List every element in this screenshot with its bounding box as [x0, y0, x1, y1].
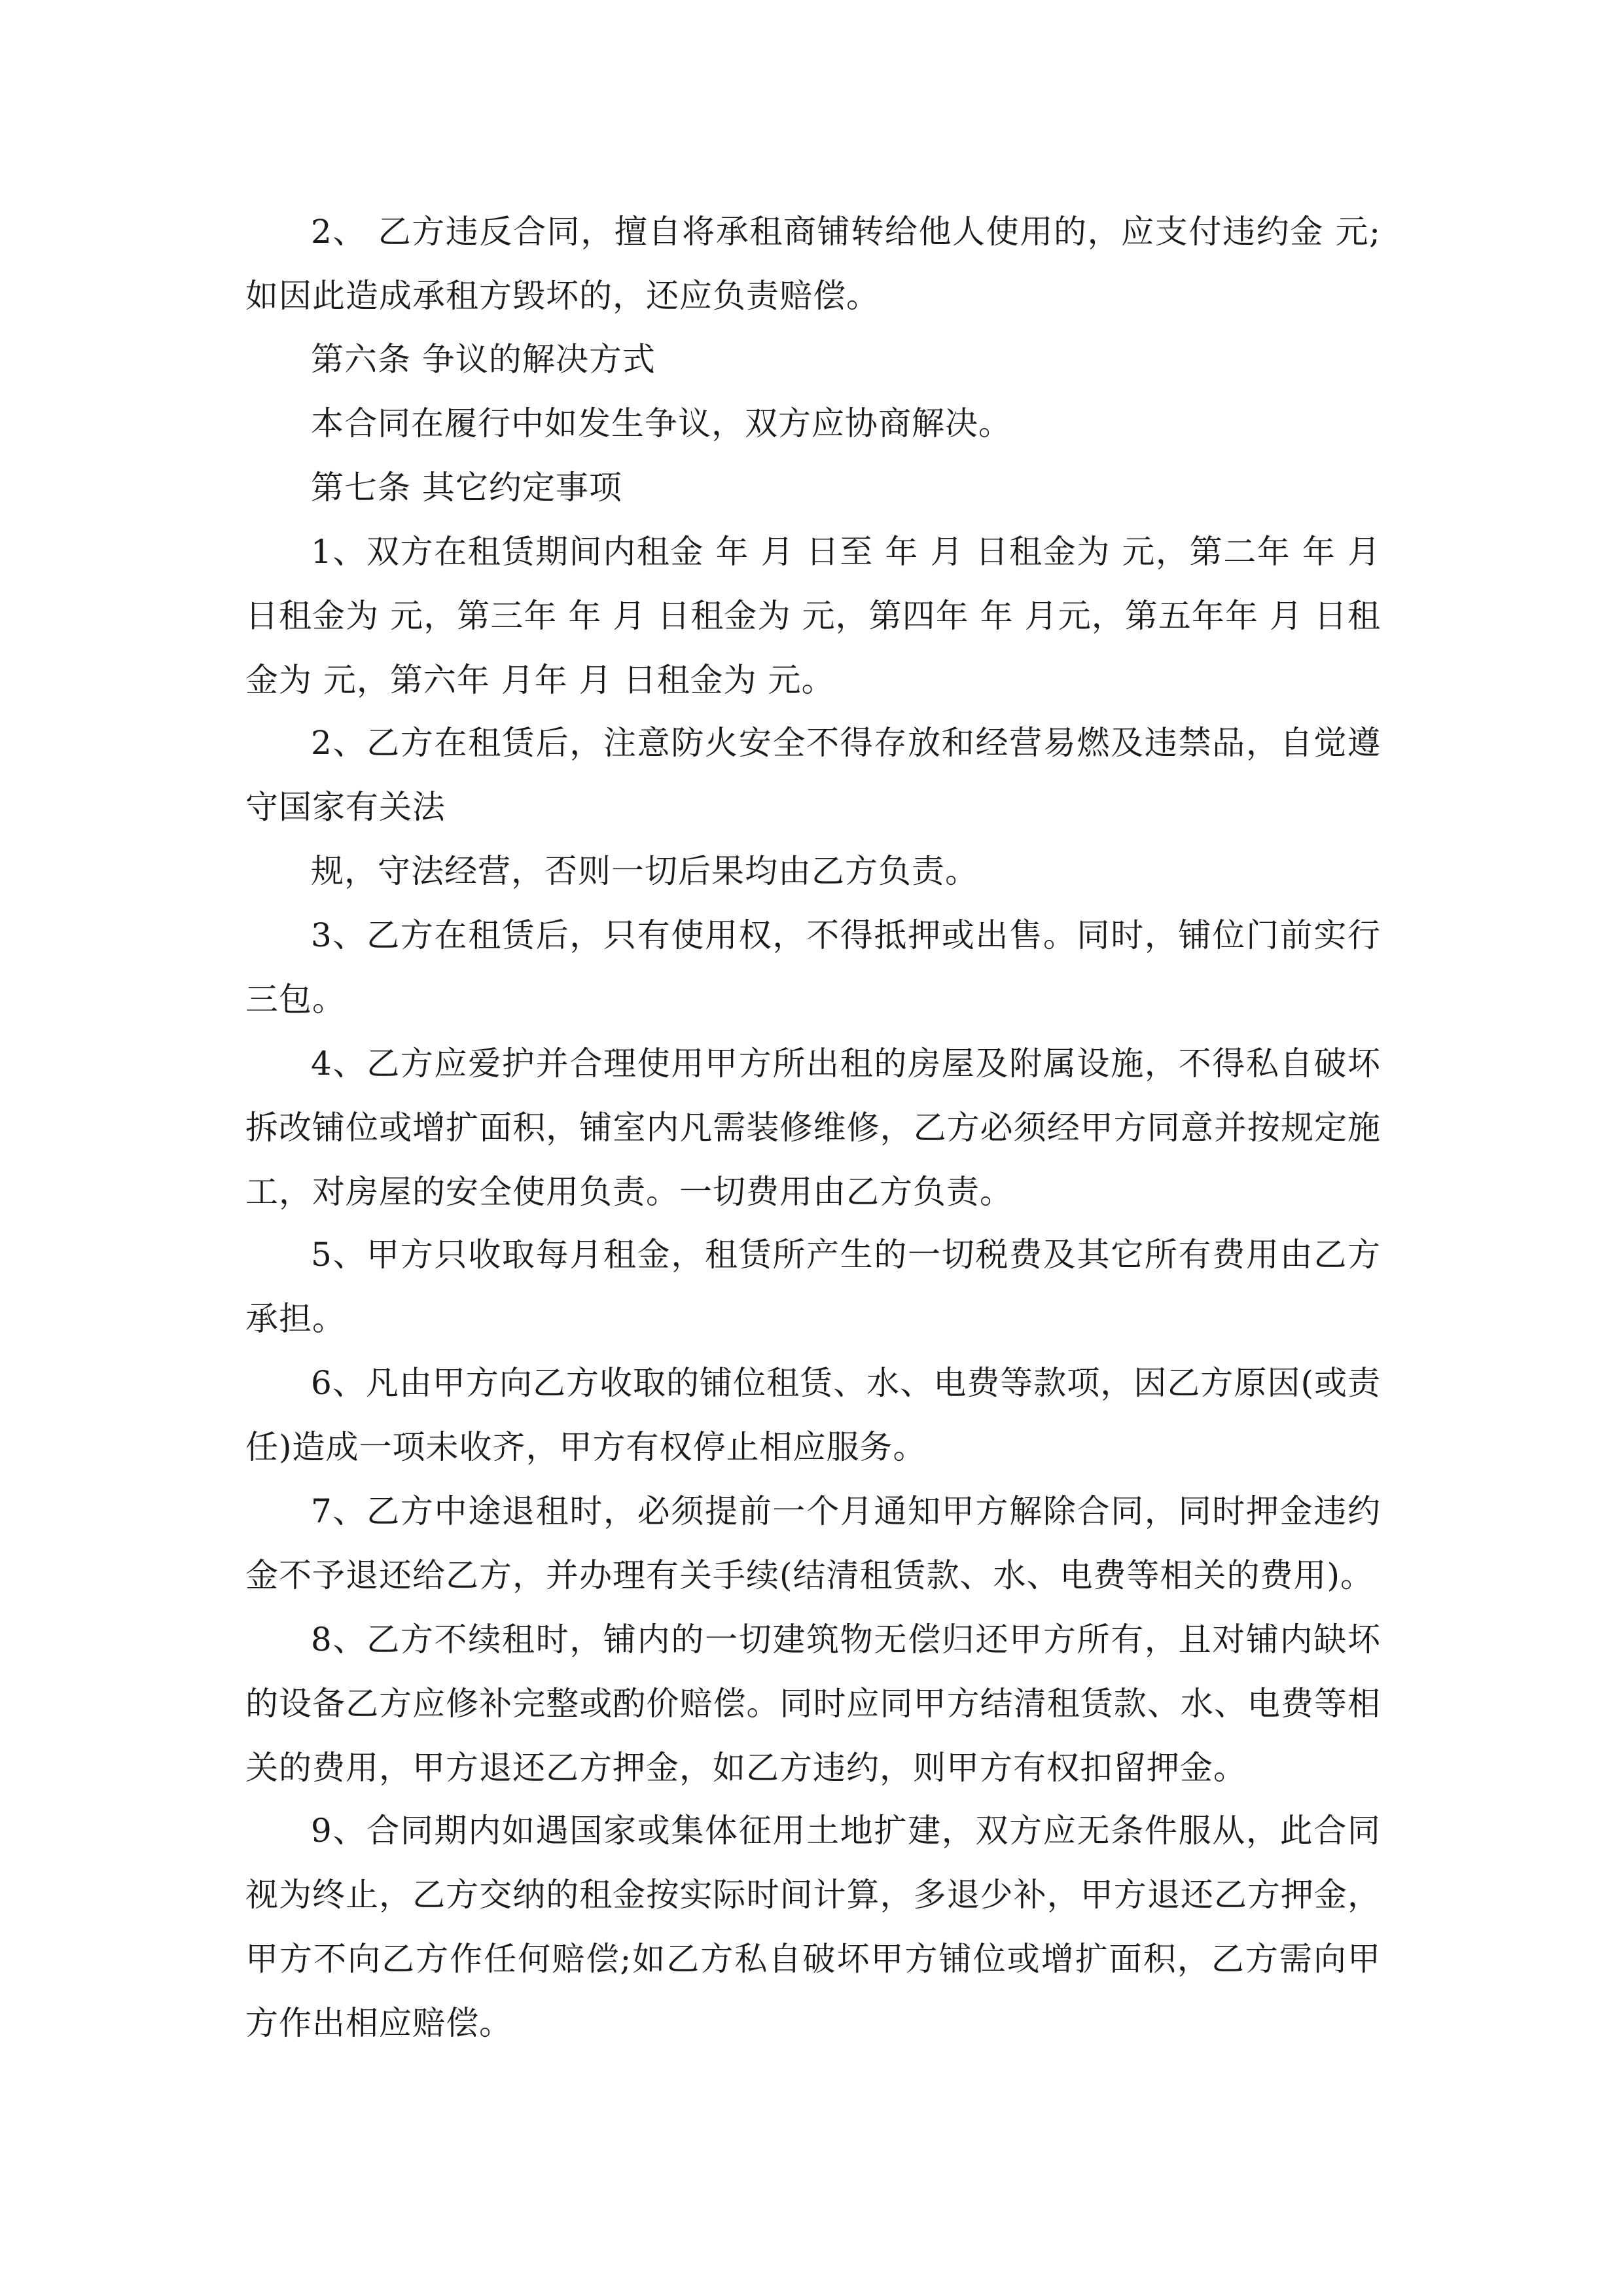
article-6-text: 本合同在履行中如发生争议，双方应协商解决。 — [311, 404, 1012, 442]
clause-5-item-2: 2、 乙方违反合同，擅自将承租商铺转给他人使用的，应支付违约金 元;如因此造成承租方毁坏的，还应负责赔偿。 — [245, 213, 1381, 315]
article-7-item-9: 9、合同期内如遇国家或集体征用土地扩建，双方应无条件服从，此合同视为终止，乙方交纳的租金按实际时间计算，多退少补，甲方退还乙方押金，甲方不向乙方作任何赔偿;如乙方私自破坏甲方铺位或增扩面积，乙方需向甲方作出相应赔偿。 — [245, 1812, 1381, 2042]
article-7-item-2: 2、乙方在租赁后，注意防火安全不得存放和经营易燃及违禁品，自觉遵守国家有关法 — [245, 724, 1381, 826]
article-7-item-8: 8、乙方不续租时，铺内的一切建筑物无偿归还甲方所有，且对铺内缺坏的设备乙方应修补完整或酌价赔偿。同时应同甲方结清租赁款、水、电费等相关的费用，甲方退还乙方押金，如乙方违约，则甲方有权扣留押金。 — [245, 1621, 1381, 1787]
article-7-item-4: 4、乙方应爱护并合理使用甲方所出租的房屋及附属设施，不得私自破坏拆改铺位或增扩面积，铺室内凡需装修维修，乙方必须经甲方同意并按规定施工，对房屋的安全使用负责。一切费用由乙方负责。 — [245, 1045, 1381, 1211]
article-7-item-7: 7、乙方中途退租时，必须提前一个月通知甲方解除合同，同时押金违约金不予退还给乙方，并办理有关手续(结清租赁款、水、电费等相关的费用)。 — [245, 1492, 1381, 1594]
article-7-item-5: 5、甲方只收取每月租金，租赁所产生的一切税费及其它所有费用由乙方承担。 — [245, 1236, 1381, 1338]
article-7-heading: 第七条 其它约定事项 — [311, 469, 622, 507]
article-6-heading: 第六条 争议的解决方式 — [311, 340, 656, 378]
article-7-item-3: 3、乙方在租赁后，只有使用权，不得抵押或出售。同时，铺位门前实行三包。 — [245, 916, 1381, 1018]
article-7-item-1: 1、双方在租赁期间内租金 年 月 日至 年 月 日租金为 元，第二年 年 月 日租金为 元，第三年 年 月 日租金为 元，第四年 年 月元，第五年年 月 日租金为 元，第六年 月年 月 日租金为 元。 — [245, 533, 1381, 699]
article-7-item-2-continued: 规，守法经营，否则一切后果均由乙方负责。 — [311, 852, 978, 890]
article-7-item-6: 6、凡由甲方向乙方收取的铺位租赁、水、电费等款项，因乙方原因(或责任)造成一项未收齐，甲方有权停止相应服务。 — [245, 1364, 1381, 1466]
